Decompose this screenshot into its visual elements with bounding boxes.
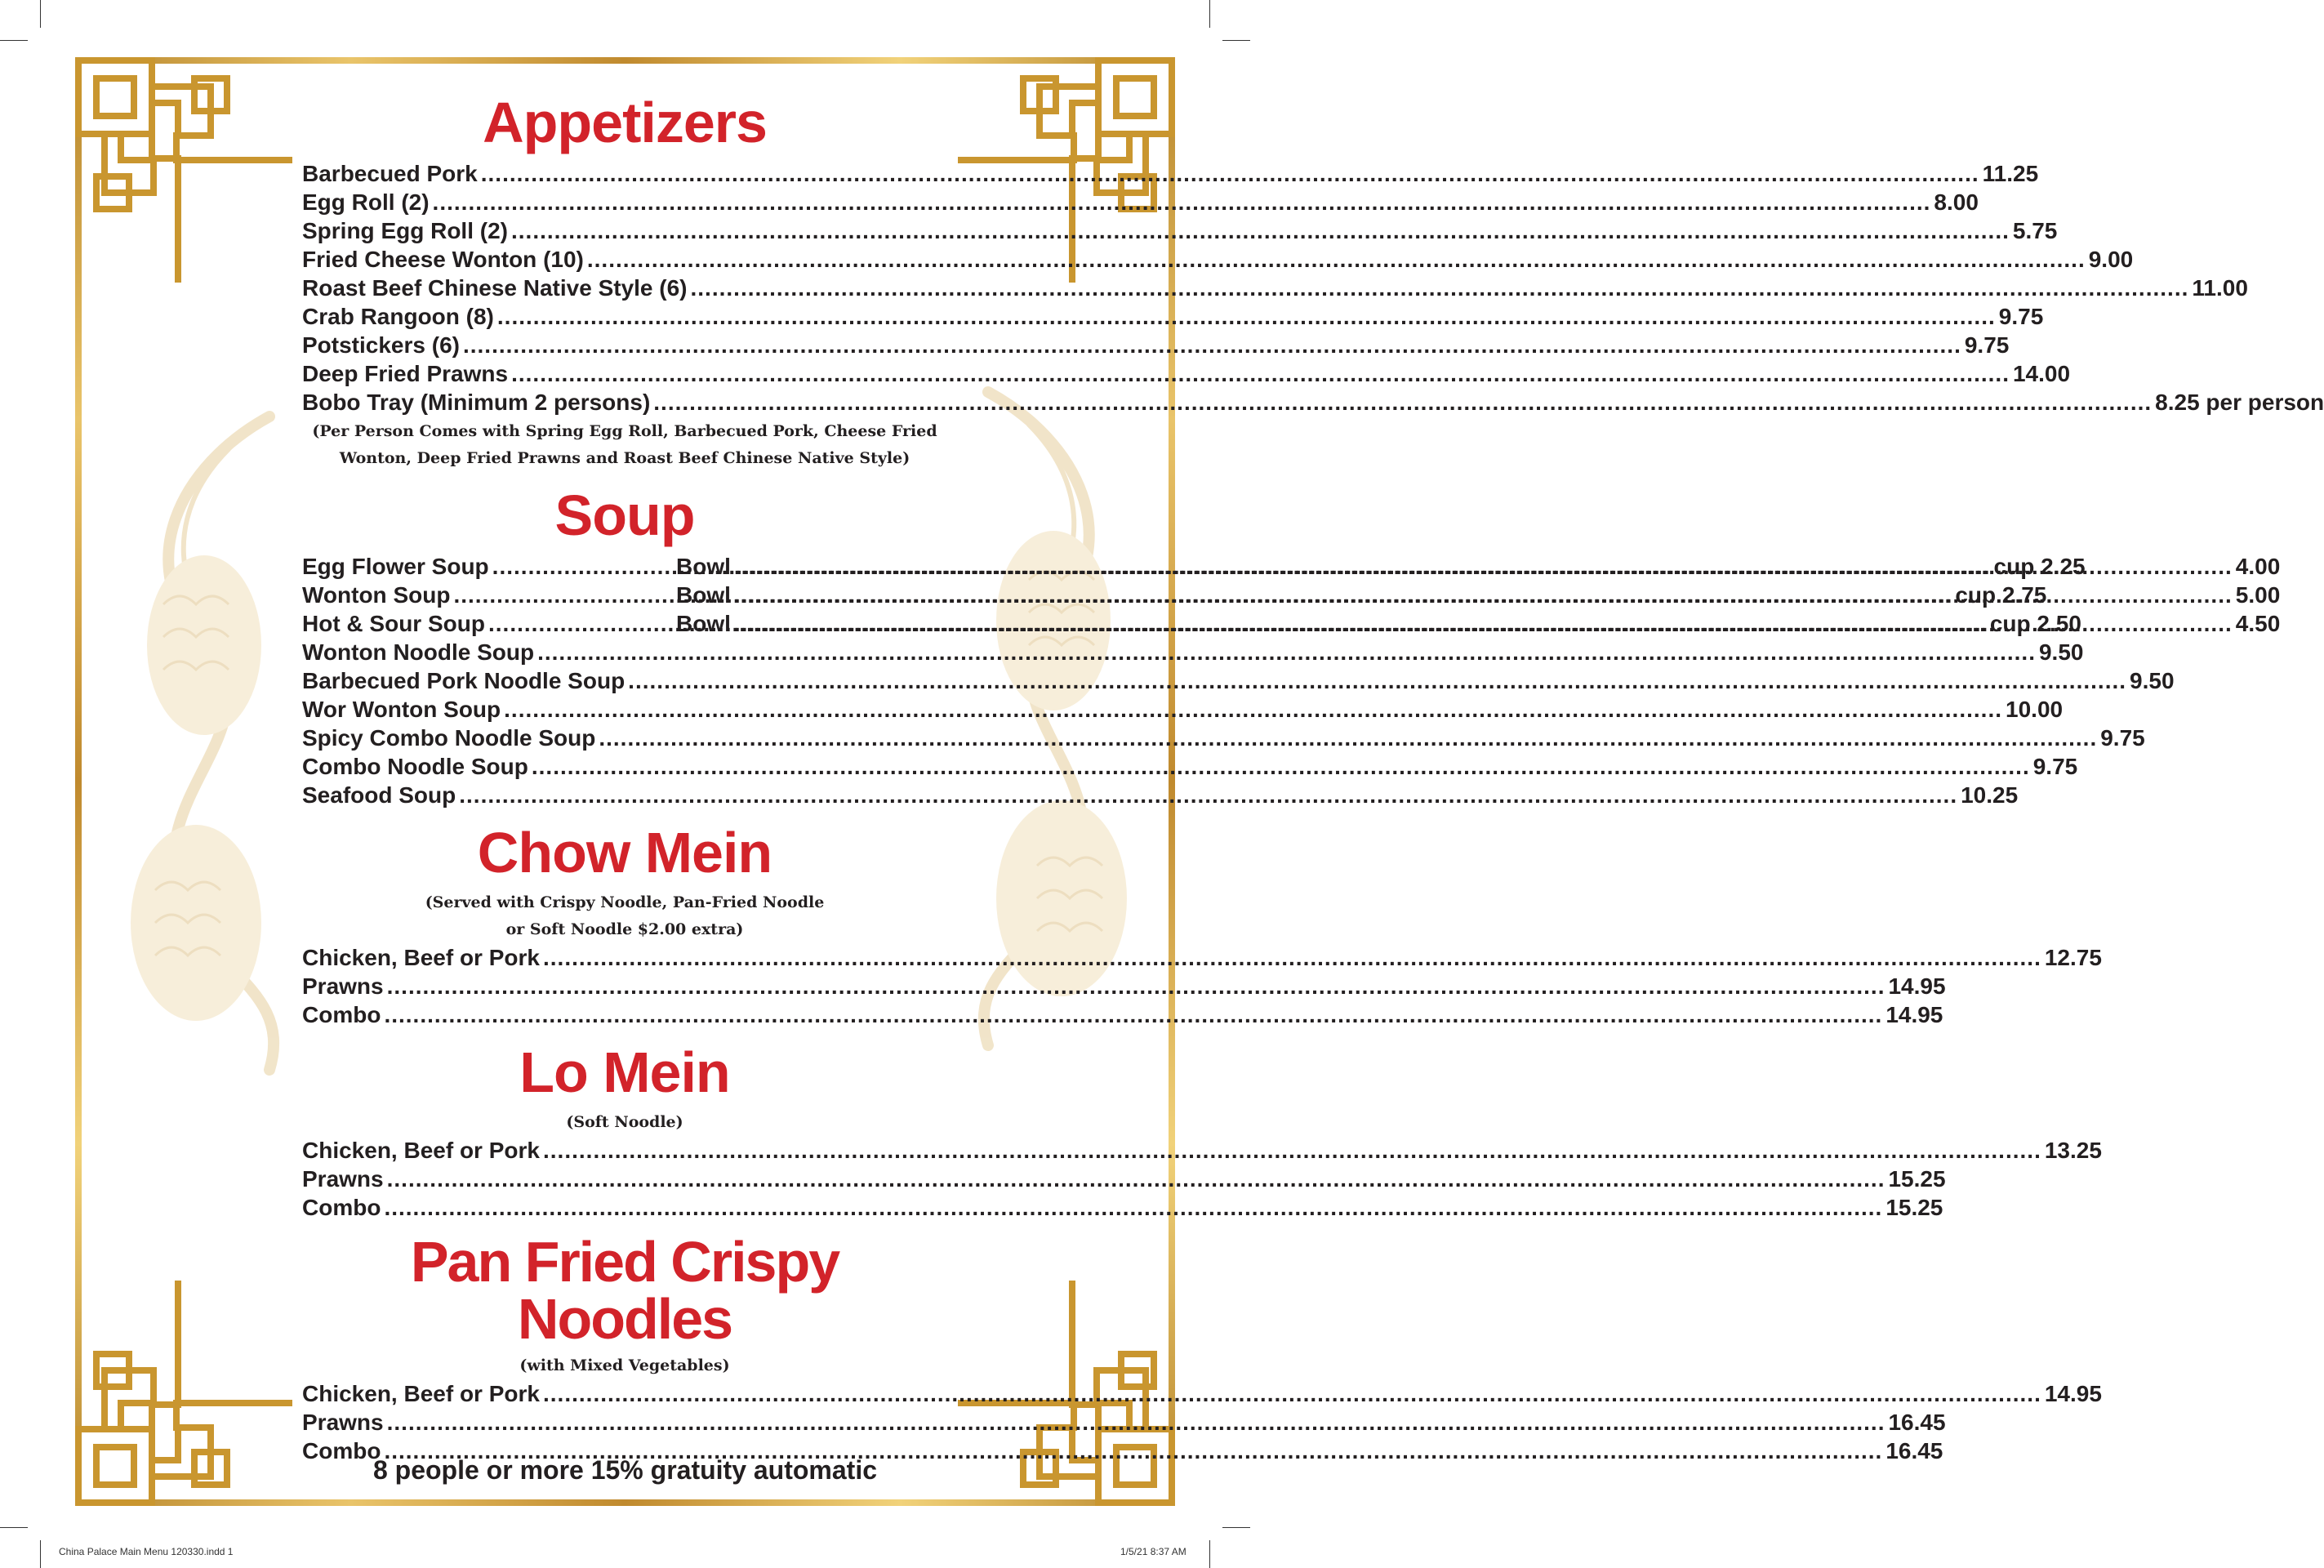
leader-dots [433,188,1931,216]
crop-mark [40,0,41,28]
item-price: 14.00 [2012,361,2071,386]
item-price: 11.00 [2192,275,2248,301]
appetizers-note-line-1: (Per Person Comes with Spring Egg Roll, Barbecued Pork, Cheese Fried [312,422,937,440]
section-title-chow-mein: Chow Mein [477,821,772,884]
appetizers-list [302,159,2324,416]
item-price: 14.95 [1885,1002,1943,1027]
menu-item [302,1136,2102,1165]
item-price: 9.75 [2100,725,2145,751]
cup-price: cup 2.75 [1955,582,2047,608]
item-name: Spring Egg Roll (2) [302,218,508,243]
item-name: Egg Roll (2) [302,189,430,215]
leader-dots [734,609,2233,638]
leader-dots [599,724,2097,752]
item-name: Egg Flower Soup [302,554,489,579]
leader-dots [384,1000,1882,1029]
menu-item [302,695,2064,724]
item-name: Chicken, Beef or Pork [302,945,540,970]
menu-item [302,159,2039,188]
bowl-price: 4.00 [2235,554,2281,579]
section-title-pan-fried-crispy-noodles: Pan Fried Crispy Noodles [410,1230,839,1351]
menu-item [302,216,2058,245]
menu-item [302,274,2248,302]
item-name: Potstickers (6) [302,332,460,358]
print-slug-filename: China Palace Main Menu 120330.indd 1 [59,1546,234,1557]
menu-item [302,638,2084,666]
leader-dots [497,302,1996,331]
crop-mark [40,1540,41,1568]
menu-item [302,1165,1946,1193]
leader-dots [691,274,2189,302]
leader-dots [387,972,1885,1000]
item-name: Combo [302,1438,381,1463]
cup-price: cup 2.25 [1993,554,2086,579]
gratuity-note: 8 people or more 15% gratuity automatic [372,1455,878,1485]
item-name: Combo [302,1195,381,1220]
section-title-appetizers: Appetizers [483,91,767,154]
item-price: 15.25 [1885,1195,1943,1220]
menu-item [302,972,1946,1000]
item-name: Wor Wonton Soup [302,697,501,722]
item-name: Roast Beef Chinese Native Style (6) [302,275,688,301]
item-name: Combo [302,1002,381,1027]
section-title-soup: Soup [554,483,695,547]
item-price: 9.75 [1998,304,2044,329]
item-price: 8.25 per person [2155,390,2324,415]
menu-item [302,1193,1943,1222]
pan-fried-list [302,1379,2102,1465]
menu-item [302,724,2145,752]
leader-dots [384,1193,1882,1222]
crop-mark [1222,1527,1250,1528]
menu-item [302,302,2044,331]
item-price: 12.75 [2044,945,2102,970]
crop-mark [1209,0,1210,28]
crop-mark [0,40,28,41]
leader-dots [734,552,2233,581]
chow-mein-note-line-2: or Soft Noodle $2.00 extra) [505,920,744,938]
item-name: Spicy Combo Noodle Soup [302,725,596,751]
leader-dots [543,943,2041,972]
item-name: Hot & Sour Soup [302,611,485,636]
menu-item [302,1408,1946,1437]
leader-dots [537,638,2036,666]
item-name: Fried Cheese Wonton (10) [302,247,584,272]
menu-item [302,245,2134,274]
item-price: 8.00 [1934,189,1979,215]
menu-item [302,331,2010,359]
bowl-label: Bowl [676,611,731,636]
menu-content [302,86,2324,1465]
item-name: Wonton Soup [302,582,451,608]
item-price: 14.95 [2044,1381,2102,1406]
leader-dots [543,1136,2041,1165]
item-name: Deep Fried Prawns [302,361,509,386]
leader-dots [463,331,1961,359]
chow-mein-note-line-1: (Served with Crispy Noodle, Pan-Fried Noodle [425,893,825,911]
leader-dots [511,216,2010,245]
leader-dots [504,695,2002,724]
item-price: 14.95 [1888,973,1946,999]
bowl-price: 5.00 [2235,582,2281,608]
dragon-illustration-left [82,400,327,1119]
item-price: 15.25 [1888,1166,1946,1192]
item-name: Wonton Noodle Soup [302,639,535,665]
chow-mein-list [302,943,2102,1029]
lo-mein-note: (Soft Noodle) [566,1113,683,1131]
leader-dots [532,752,2030,781]
menu-item [302,752,2078,781]
leader-dots [734,581,2233,609]
item-name: Barbecued Pork Noodle Soup [302,668,626,693]
section-title-lo-mein: Lo Mein [519,1040,730,1104]
item-name: Prawns [302,973,384,999]
item-name: Bobo Tray (Minimum 2 persons) [302,390,651,415]
menu-item [302,943,2102,972]
item-name: Prawns [302,1166,384,1192]
cup-price: cup 2.50 [1989,611,2081,636]
item-name: Prawns [302,1410,384,1435]
leader-dots [628,666,2126,695]
menu-item [302,781,2019,809]
menu-item [302,581,2281,609]
item-price: 5.75 [2012,218,2058,243]
leader-dots [387,1408,1885,1437]
bowl-price: 4.50 [2235,611,2281,636]
print-slug-date: 1/5/21 8:37 AM [1120,1546,1186,1557]
item-name: Barbecued Pork [302,161,478,186]
menu-item [302,552,2281,581]
item-name: Seafood Soup [302,782,456,808]
item-price: 10.00 [2006,697,2064,722]
leader-dots [387,1165,1885,1193]
item-price: 11.25 [1982,161,2039,186]
item-name: Chicken, Beef or Pork [302,1381,540,1406]
bowl-label: Bowl [676,554,731,579]
leader-dots [543,1379,2041,1408]
item-price: 9.50 [2130,668,2175,693]
corner-ornament-top-left [72,54,317,299]
leader-dots [459,781,1957,809]
menu-item [302,359,2071,388]
leader-dots [511,359,2010,388]
menu-item [302,188,1979,216]
menu-item [302,388,2324,416]
item-name: Chicken, Beef or Pork [302,1138,540,1163]
item-price: 9.50 [2038,639,2084,665]
item-price: 9.75 [1964,332,2010,358]
item-name: Crab Rangoon (8) [302,304,494,329]
item-price: 16.45 [1885,1438,1943,1463]
item-name: Combo Noodle Soup [302,754,528,779]
crop-mark [1209,1540,1210,1568]
leader-dots [481,159,1979,188]
menu-item [302,609,2281,638]
leader-dots [653,388,2152,416]
leader-dots [587,245,2086,274]
item-price: 10.25 [1961,782,2019,808]
item-price: 16.45 [1888,1410,1946,1435]
bowl-label: Bowl [676,582,731,608]
appetizers-note-line-2: Wonton, Deep Fried Prawns and Roast Beef Chinese Native Style) [339,449,910,467]
item-price: 9.75 [2032,754,2078,779]
lo-mein-list [302,1136,2102,1222]
crop-mark [0,1527,28,1528]
menu-item [302,1000,1943,1029]
item-price: 9.00 [2088,247,2134,272]
pan-fried-note: (with Mixed Vegetables) [519,1356,730,1374]
menu-item [302,1379,2102,1408]
crop-mark [1222,40,1250,41]
item-price: 13.25 [2044,1138,2102,1163]
menu-item [302,666,2175,695]
soup-list [302,552,2281,809]
